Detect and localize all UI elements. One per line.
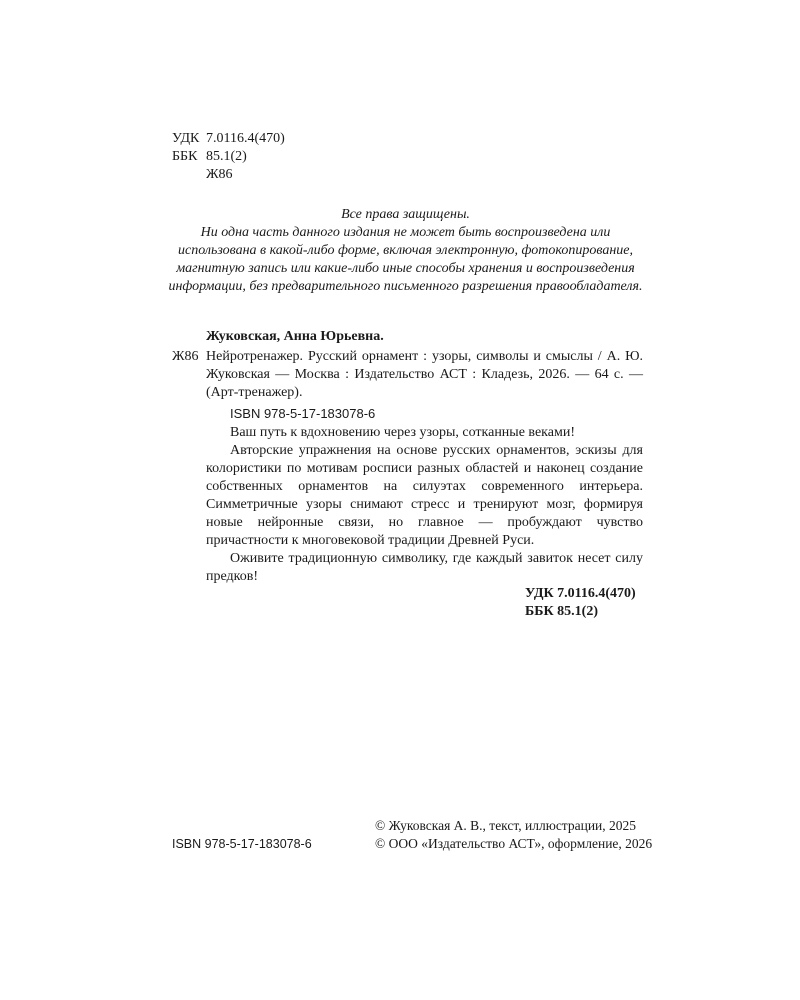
rights-notice	[168, 206, 643, 296]
udk-value: 7.0116.4(470)	[206, 131, 285, 146]
record-author: Жуковская, Анна Юрьевна.	[206, 329, 384, 344]
rights-line: использована в какой-либо форме, включая электронную, фотокопирование,	[177, 243, 633, 258]
footer-isbn: ISBN 978-5-17-183078-6	[172, 837, 312, 851]
index-block	[525, 585, 636, 621]
record-annotation	[206, 424, 643, 586]
record-isbn: ISBN 978-5-17-183078-6	[230, 406, 376, 421]
rights-title: Все права защищены.	[341, 207, 470, 222]
author-code-top: Ж86	[206, 167, 233, 182]
udk-index: УДК 7.0116.4(470)	[525, 586, 636, 601]
bbk-value: 85.1(2)	[206, 149, 247, 164]
bbk-index: ББК 85.1(2)	[525, 604, 598, 619]
bbk-label: ББК	[172, 149, 198, 164]
rights-line: Ни одна часть данного издания не может быть воспроизведена или	[200, 225, 611, 240]
copyright-author: © Жуковская А. В., текст, иллюстрации, 2025	[375, 818, 637, 833]
annotation-paragraph: Оживите традиционную символику, где каждый завиток несет силу предков!	[206, 551, 643, 584]
copyright-publisher: © ООО «Издательство АСТ», оформление, 2026	[375, 836, 653, 851]
record-author-code: Ж86	[172, 349, 199, 364]
udk-line-top	[172, 130, 285, 148]
annotation-paragraph: Авторские упражнения на основе русских орнаментов, эскизы для колористики по мотивам росписи разных областей и наконец создание собственных орнаментов на силуэтах современного интерьера. Симметричные узоры снимают стресс и тренируют мозг, формируя новые нейронные связи, но главное — пробуждают чувство причастности к многовековой традиции Древней Руси.	[206, 443, 643, 548]
record-description: Нейротренажер. Русский орнамент : узоры, символы и смыслы / А. Ю. Жуковская — Москва : Издательство АСТ : Кладезь, 2026. — 64 с. — (Арт-тренажер).	[206, 349, 643, 400]
annotation-paragraph: Ваш путь к вдохновению через узоры, сотканные веками!	[230, 425, 575, 440]
udk-label: УДК	[172, 131, 200, 146]
copyright-block	[375, 817, 652, 853]
rights-line: информации, без предварительного письменного разрешения правообладателя.	[168, 279, 643, 294]
bbk-line-top	[172, 148, 247, 166]
rights-line: магнитную запись или какие-либо иные способы хранения и воспроизведения	[176, 261, 635, 276]
